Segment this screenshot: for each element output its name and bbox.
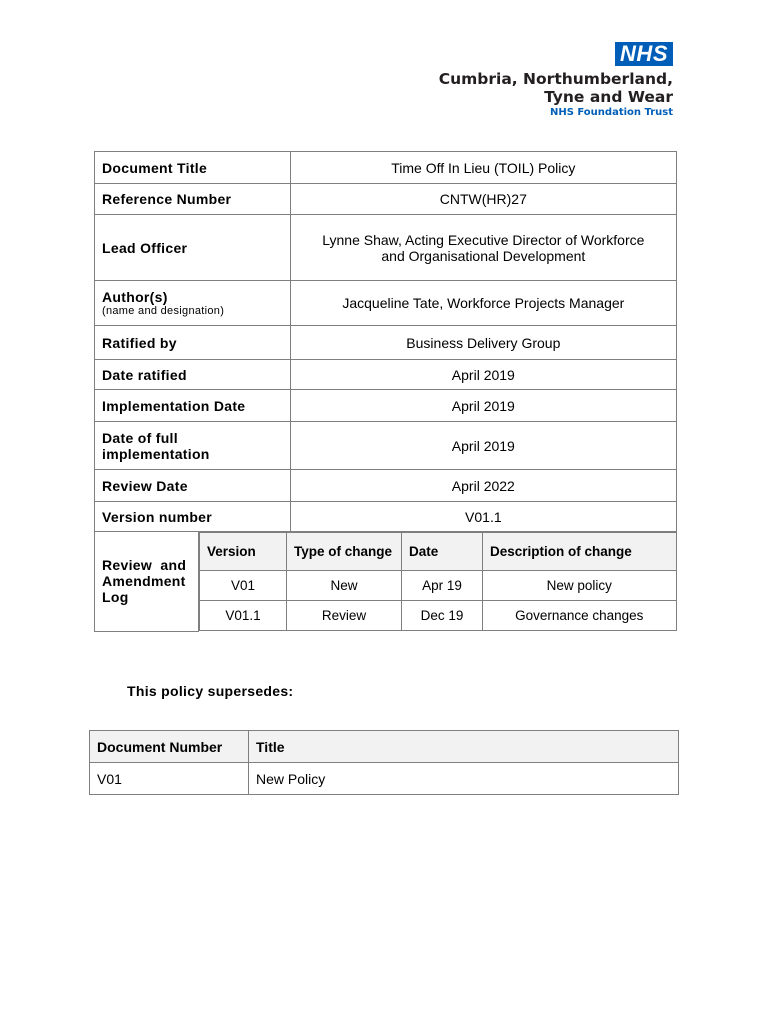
version-number-label: Version number <box>95 502 291 532</box>
authors-sub-label: (name and designation) <box>102 305 225 317</box>
log-cell: New policy <box>483 571 677 601</box>
log-label-line3: Log <box>102 589 129 606</box>
table-row <box>95 360 677 390</box>
table-row <box>90 763 679 795</box>
log-header-date: Date <box>402 533 483 571</box>
table-row <box>95 152 677 184</box>
full-implementation-label <box>95 422 291 470</box>
trust-name-line3: NHS Foundation Trust <box>549 107 673 118</box>
log-cell: Apr 19 <box>402 571 483 601</box>
date-ratified-label: Date ratified <box>95 360 291 390</box>
supersedes-cell: New Policy <box>249 763 679 795</box>
table-row <box>95 532 677 632</box>
table-row <box>95 390 677 422</box>
table-row <box>200 571 677 601</box>
nhs-trust-logo <box>439 42 673 119</box>
document-title-label: Document Title <box>95 152 291 184</box>
supersedes-heading: This policy supersedes: <box>127 683 294 699</box>
trust-name-line1: Cumbria, Northumberland, <box>438 70 673 88</box>
version-number-value: V01.1 <box>290 502 676 532</box>
table-row <box>200 601 677 631</box>
table-row <box>95 215 677 281</box>
log-header-version: Version <box>200 533 287 571</box>
reference-number-label: Reference Number <box>95 184 291 215</box>
authors-label <box>95 281 291 326</box>
review-date-value: April 2022 <box>290 470 676 502</box>
log-cell: Review <box>287 601 402 631</box>
date-ratified-value: April 2019 <box>290 360 676 390</box>
log-header-type: Type of change <box>287 533 402 571</box>
table-row <box>95 281 677 326</box>
authors-label-text: Author(s) <box>102 289 168 305</box>
document-details-table <box>94 151 677 632</box>
full-implementation-label-line1: Date of full <box>102 429 178 446</box>
review-date-label: Review Date <box>95 470 291 502</box>
supersedes-table <box>89 730 679 795</box>
reference-number-value: CNTW(HR)27 <box>290 184 676 215</box>
trust-name-line2: Tyne and Wear <box>544 88 673 106</box>
table-row <box>95 184 677 215</box>
lead-officer-line1: Lynne Shaw, Acting Executive Director of Workforce <box>322 231 645 248</box>
lead-officer-label: Lead Officer <box>95 215 291 281</box>
implementation-date-label: Implementation Date <box>95 390 291 422</box>
supersedes-header-row <box>90 731 679 763</box>
supersedes-header-doc-number: Document Number <box>90 731 249 763</box>
lead-officer-value <box>290 215 676 281</box>
authors-value: Jacqueline Tate, Workforce Projects Manager <box>290 281 676 326</box>
review-amendment-log-label <box>95 532 199 632</box>
log-label-line2: Amendment <box>102 573 186 590</box>
lead-officer-line2: and Organisational Development <box>381 247 586 264</box>
ratified-by-label: Ratified by <box>95 326 291 360</box>
table-row <box>95 422 677 470</box>
full-implementation-value: April 2019 <box>290 422 676 470</box>
log-label-line1: Review and <box>102 557 187 574</box>
log-cell: Dec 19 <box>402 601 483 631</box>
table-row <box>95 470 677 502</box>
implementation-date-value: April 2019 <box>290 390 676 422</box>
log-header-row <box>200 533 677 571</box>
table-row <box>95 326 677 360</box>
supersedes-header-title: Title <box>249 731 679 763</box>
amendment-log-container <box>199 532 677 632</box>
ratified-by-value: Business Delivery Group <box>290 326 676 360</box>
nhs-logo-box: NHS <box>615 42 673 66</box>
log-cell: V01 <box>200 571 287 601</box>
table-row <box>95 502 677 532</box>
log-cell: New <box>287 571 402 601</box>
supersedes-cell: V01 <box>90 763 249 795</box>
document-title-value: Time Off In Lieu (TOIL) Policy <box>290 152 676 184</box>
log-cell: Governance changes <box>483 601 677 631</box>
log-cell: V01.1 <box>200 601 287 631</box>
amendment-log-table <box>199 532 677 631</box>
full-implementation-label-line2: implementation <box>102 445 210 462</box>
log-header-description: Description of change <box>483 533 677 571</box>
